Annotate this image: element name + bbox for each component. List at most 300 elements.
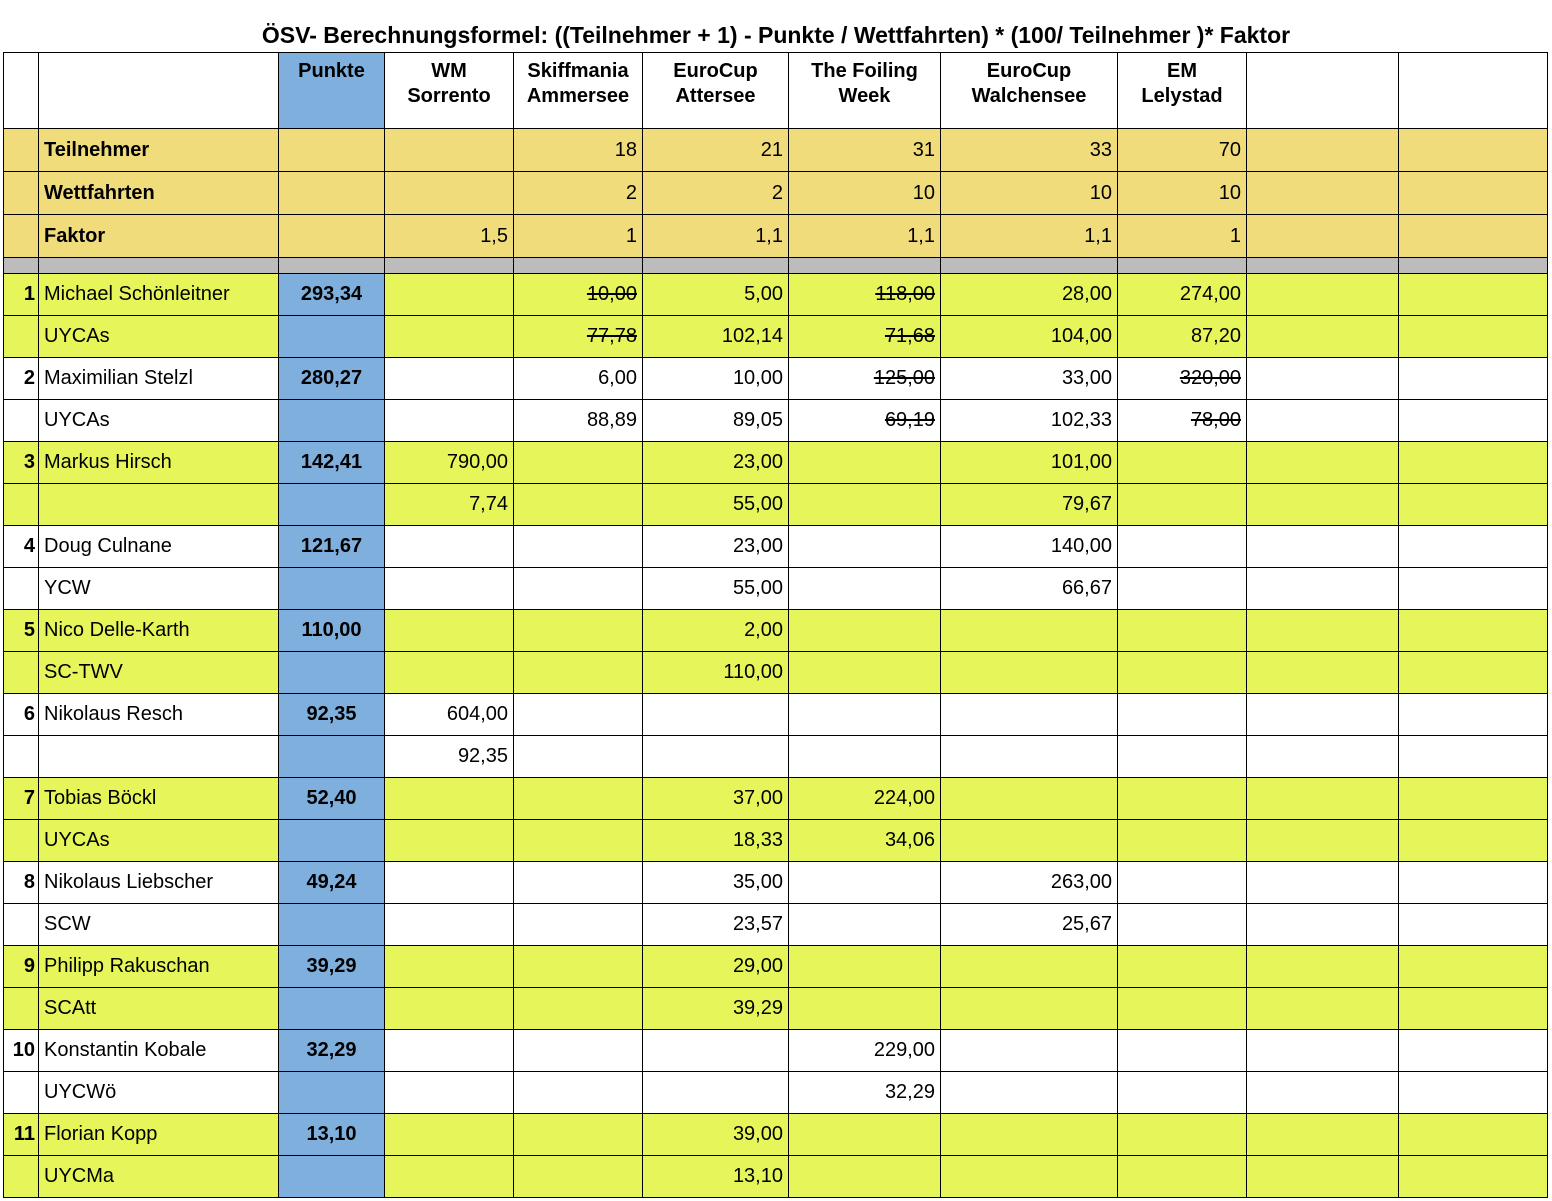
info-value[interactable]: 31 [789, 129, 941, 172]
place-points-cell[interactable] [789, 442, 941, 484]
header-event-3[interactable] [789, 53, 941, 129]
empty-cell[interactable] [1247, 610, 1399, 652]
club-name[interactable]: SCAtt [39, 988, 279, 1030]
score-cell[interactable] [1118, 400, 1247, 442]
empty-cell[interactable] [1247, 316, 1399, 358]
info-value[interactable]: 18 [514, 129, 643, 172]
score-cell[interactable]: 102,14 [643, 316, 789, 358]
info-value[interactable]: 33 [941, 129, 1118, 172]
score-cell[interactable] [941, 820, 1118, 862]
rank-cell[interactable]: 5 [4, 610, 39, 652]
empty-cell[interactable] [1247, 778, 1399, 820]
place-points-cell[interactable] [789, 862, 941, 904]
score-cell[interactable] [789, 1156, 941, 1198]
total-points[interactable] [279, 316, 385, 358]
empty-cell[interactable] [1247, 820, 1399, 862]
place-points-cell[interactable] [385, 1030, 514, 1072]
score-cell[interactable] [385, 652, 514, 694]
place-points-cell[interactable] [1118, 442, 1247, 484]
total-points[interactable]: 142,41 [279, 442, 385, 484]
place-points-cell[interactable] [941, 694, 1118, 736]
place-points-cell[interactable]: 263,00 [941, 862, 1118, 904]
empty-cell[interactable] [1399, 946, 1548, 988]
score-cell[interactable] [1118, 652, 1247, 694]
place-points-cell[interactable] [941, 1114, 1118, 1156]
place-points-cell[interactable]: 229,00 [789, 1030, 941, 1072]
empty-cell[interactable] [1247, 904, 1399, 946]
empty-cell[interactable] [1247, 1072, 1399, 1114]
score-cell[interactable] [789, 400, 941, 442]
empty-cell[interactable] [1247, 694, 1399, 736]
place-points-cell[interactable] [941, 778, 1118, 820]
empty-cell[interactable] [1399, 988, 1548, 1030]
place-points-cell[interactable]: 37,00 [643, 778, 789, 820]
score-cell[interactable] [941, 736, 1118, 778]
info-value[interactable]: 1,1 [789, 215, 941, 258]
score-cell[interactable] [385, 400, 514, 442]
place-points-cell[interactable]: 6,00 [514, 358, 643, 400]
empty-cell[interactable] [1399, 1114, 1548, 1156]
place-points-cell[interactable] [385, 274, 514, 316]
place-points-cell[interactable]: 224,00 [789, 778, 941, 820]
place-points-cell[interactable]: 23,00 [643, 526, 789, 568]
score-cell[interactable] [789, 736, 941, 778]
info-empty-cell[interactable] [1399, 215, 1548, 258]
score-cell[interactable]: 13,10 [643, 1156, 789, 1198]
total-points[interactable] [279, 988, 385, 1030]
place-points-cell[interactable] [1118, 946, 1247, 988]
total-points[interactable] [279, 568, 385, 610]
place-points-cell[interactable]: 28,00 [941, 274, 1118, 316]
empty-cell[interactable] [1399, 526, 1548, 568]
empty-cell[interactable] [1399, 736, 1548, 778]
empty-cell[interactable] [1399, 484, 1548, 526]
total-points[interactable] [279, 1072, 385, 1114]
score-cell[interactable] [1118, 904, 1247, 946]
club-name[interactable]: UYCWö [39, 1072, 279, 1114]
header-punkte[interactable]: Punkte [279, 53, 385, 129]
info-empty-cell[interactable] [1247, 215, 1399, 258]
place-points-cell[interactable] [941, 946, 1118, 988]
separator-cell[interactable] [643, 258, 789, 274]
total-points[interactable] [279, 484, 385, 526]
rank-cell[interactable]: 3 [4, 442, 39, 484]
total-points[interactable] [279, 652, 385, 694]
info-value[interactable]: 21 [643, 129, 789, 172]
score-cell[interactable]: 34,06 [789, 820, 941, 862]
total-points[interactable]: 52,40 [279, 778, 385, 820]
score-cell[interactable] [1118, 484, 1247, 526]
score-cell[interactable] [514, 1156, 643, 1198]
rank-cell[interactable]: 1 [4, 274, 39, 316]
total-points[interactable]: 32,29 [279, 1030, 385, 1072]
score-cell[interactable]: 87,20 [1118, 316, 1247, 358]
score-cell[interactable] [789, 484, 941, 526]
total-points[interactable]: 13,10 [279, 1114, 385, 1156]
empty-cell[interactable] [1399, 316, 1548, 358]
place-points-cell[interactable] [514, 862, 643, 904]
score-cell[interactable] [941, 1156, 1118, 1198]
empty-cell[interactable] [1247, 1156, 1399, 1198]
place-points-cell[interactable] [1118, 862, 1247, 904]
score-cell[interactable] [1118, 988, 1247, 1030]
total-points[interactable] [279, 400, 385, 442]
place-points-cell[interactable] [514, 274, 643, 316]
place-points-cell[interactable] [1118, 694, 1247, 736]
place-points-cell[interactable]: 23,00 [643, 442, 789, 484]
score-cell[interactable]: 102,33 [941, 400, 1118, 442]
info-value[interactable]: 1 [514, 215, 643, 258]
score-cell[interactable] [514, 568, 643, 610]
score-cell[interactable]: 55,00 [643, 484, 789, 526]
score-cell[interactable]: 92,35 [385, 736, 514, 778]
info-value[interactable]: 10 [941, 172, 1118, 215]
empty-cell[interactable] [1399, 904, 1548, 946]
score-cell[interactable] [385, 568, 514, 610]
info-value[interactable]: 1 [1118, 215, 1247, 258]
total-points[interactable]: 280,27 [279, 358, 385, 400]
rank-cell[interactable]: 4 [4, 526, 39, 568]
place-points-cell[interactable]: 790,00 [385, 442, 514, 484]
header-rank-cell[interactable] [4, 53, 39, 129]
place-points-cell[interactable] [789, 1114, 941, 1156]
header-event-1[interactable] [514, 53, 643, 129]
empty-cell[interactable] [1399, 274, 1548, 316]
empty-cell[interactable] [1399, 1156, 1548, 1198]
empty-cell[interactable] [1247, 442, 1399, 484]
info-value[interactable]: 1,1 [643, 215, 789, 258]
info-rank-cell[interactable] [4, 129, 39, 172]
place-points-cell[interactable]: 101,00 [941, 442, 1118, 484]
info-rank-cell[interactable] [4, 172, 39, 215]
place-points-cell[interactable] [643, 694, 789, 736]
score-cell[interactable]: 55,00 [643, 568, 789, 610]
rank-cell[interactable]: 6 [4, 694, 39, 736]
info-label[interactable]: Wettfahrten [39, 172, 279, 215]
score-cell[interactable] [385, 1072, 514, 1114]
rank-cell[interactable] [4, 1156, 39, 1198]
competitor-name[interactable]: Michael Schönleitner [39, 274, 279, 316]
header-empty-cell[interactable] [1399, 53, 1548, 129]
score-cell[interactable] [514, 1072, 643, 1114]
info-value[interactable] [385, 129, 514, 172]
rank-cell[interactable] [4, 568, 39, 610]
empty-cell[interactable] [1399, 400, 1548, 442]
club-name[interactable]: SC-TWV [39, 652, 279, 694]
competitor-club-row [4, 988, 1548, 1030]
empty-cell[interactable] [1399, 778, 1548, 820]
empty-cell[interactable] [1247, 568, 1399, 610]
score-cell[interactable] [385, 904, 514, 946]
info-value[interactable] [385, 172, 514, 215]
score-cell[interactable] [385, 1156, 514, 1198]
info-label[interactable]: Faktor [39, 215, 279, 258]
place-points-cell[interactable] [1118, 1114, 1247, 1156]
rank-cell[interactable] [4, 904, 39, 946]
separator-cell[interactable] [941, 258, 1118, 274]
total-points[interactable]: 110,00 [279, 610, 385, 652]
place-points-cell[interactable] [385, 946, 514, 988]
empty-cell[interactable] [1247, 652, 1399, 694]
info-punkte-cell[interactable] [279, 172, 385, 215]
place-points-cell[interactable] [1118, 358, 1247, 400]
score-cell[interactable]: 25,67 [941, 904, 1118, 946]
rank-cell[interactable] [4, 820, 39, 862]
club-name[interactable] [39, 736, 279, 778]
place-points-cell[interactable]: 39,00 [643, 1114, 789, 1156]
competitor-name[interactable]: Konstantin Kobale [39, 1030, 279, 1072]
place-points-cell[interactable] [1118, 610, 1247, 652]
place-points-cell[interactable] [514, 694, 643, 736]
header-name-cell[interactable] [39, 53, 279, 129]
place-points-cell[interactable]: 29,00 [643, 946, 789, 988]
club-name[interactable]: UYCAs [39, 400, 279, 442]
score-cell[interactable]: 79,67 [941, 484, 1118, 526]
score-cell[interactable]: 89,05 [643, 400, 789, 442]
score-cell[interactable] [643, 736, 789, 778]
info-empty-cell[interactable] [1247, 129, 1399, 172]
header-event-5[interactable] [1118, 53, 1247, 129]
place-points-cell[interactable] [789, 274, 941, 316]
score-cell[interactable] [385, 820, 514, 862]
score-cell[interactable]: 66,67 [941, 568, 1118, 610]
rank-cell[interactable] [4, 316, 39, 358]
score-cell[interactable] [1118, 820, 1247, 862]
score-cell[interactable]: 104,00 [941, 316, 1118, 358]
place-points-cell[interactable] [789, 526, 941, 568]
place-points-cell[interactable] [789, 358, 941, 400]
header-event-4[interactable] [941, 53, 1118, 129]
club-name[interactable] [39, 484, 279, 526]
separator-cell[interactable] [385, 258, 514, 274]
place-points-cell[interactable]: 604,00 [385, 694, 514, 736]
place-points-cell[interactable]: 274,00 [1118, 274, 1247, 316]
empty-cell[interactable] [1399, 610, 1548, 652]
total-points[interactable] [279, 820, 385, 862]
competitor-name[interactable]: Tobias Böckl [39, 778, 279, 820]
empty-cell[interactable] [1399, 1030, 1548, 1072]
score-cell[interactable] [1118, 568, 1247, 610]
competitor-name[interactable]: Nikolaus Resch [39, 694, 279, 736]
place-points-cell[interactable] [514, 610, 643, 652]
score-cell[interactable] [514, 652, 643, 694]
total-points[interactable] [279, 1156, 385, 1198]
separator-cell[interactable] [1399, 258, 1548, 274]
score-cell[interactable] [514, 820, 643, 862]
empty-cell[interactable] [1399, 862, 1548, 904]
rank-cell[interactable] [4, 1072, 39, 1114]
score-cell[interactable]: 7,74 [385, 484, 514, 526]
separator-cell[interactable] [1118, 258, 1247, 274]
score-cell[interactable] [514, 484, 643, 526]
score-cell[interactable] [1118, 736, 1247, 778]
empty-cell[interactable] [1247, 484, 1399, 526]
place-points-cell[interactable] [643, 1030, 789, 1072]
score-cell[interactable] [514, 316, 643, 358]
club-name[interactable]: YCW [39, 568, 279, 610]
competitor-name[interactable]: Maximilian Stelzl [39, 358, 279, 400]
place-points-cell[interactable]: 33,00 [941, 358, 1118, 400]
rank-cell[interactable] [4, 736, 39, 778]
place-points-cell[interactable] [514, 1114, 643, 1156]
place-points-cell[interactable]: 5,00 [643, 274, 789, 316]
place-points-cell[interactable] [1118, 778, 1247, 820]
info-value[interactable]: 10 [1118, 172, 1247, 215]
header-event-0[interactable] [385, 53, 514, 129]
separator-cell[interactable] [279, 258, 385, 274]
rank-cell[interactable]: 7 [4, 778, 39, 820]
place-points-cell[interactable] [1118, 1030, 1247, 1072]
score-cell[interactable] [385, 316, 514, 358]
separator-cell[interactable] [39, 258, 279, 274]
place-points-cell[interactable] [385, 1114, 514, 1156]
rank-cell[interactable] [4, 484, 39, 526]
score-cell[interactable]: 32,29 [789, 1072, 941, 1114]
score-cell[interactable] [789, 568, 941, 610]
score-cell[interactable] [789, 316, 941, 358]
score-cell[interactable]: 110,00 [643, 652, 789, 694]
empty-cell[interactable] [1247, 1114, 1399, 1156]
total-points[interactable]: 121,67 [279, 526, 385, 568]
total-points[interactable] [279, 736, 385, 778]
place-points-cell[interactable]: 140,00 [941, 526, 1118, 568]
info-punkte-cell[interactable] [279, 215, 385, 258]
competitor-name[interactable]: Doug Culnane [39, 526, 279, 568]
score-cell[interactable] [385, 988, 514, 1030]
empty-cell[interactable] [1399, 694, 1548, 736]
club-name[interactable]: UYCMa [39, 1156, 279, 1198]
club-name[interactable]: UYCAs [39, 820, 279, 862]
place-points-cell[interactable]: 35,00 [643, 862, 789, 904]
competitor-name[interactable]: Nico Delle-Karth [39, 610, 279, 652]
place-points-cell[interactable] [789, 610, 941, 652]
total-points[interactable]: 92,35 [279, 694, 385, 736]
empty-cell[interactable] [1399, 820, 1548, 862]
empty-cell[interactable] [1247, 274, 1399, 316]
place-points-cell[interactable] [1118, 526, 1247, 568]
score-cell[interactable] [1118, 1072, 1247, 1114]
info-value[interactable]: 10 [789, 172, 941, 215]
place-points-cell[interactable] [941, 610, 1118, 652]
info-label[interactable]: Teilnehmer [39, 129, 279, 172]
empty-cell[interactable] [1247, 400, 1399, 442]
competitor-name[interactable]: Florian Kopp [39, 1114, 279, 1156]
score-cell[interactable] [941, 1072, 1118, 1114]
rank-cell[interactable]: 8 [4, 862, 39, 904]
separator-cell[interactable] [4, 258, 39, 274]
separator-cell[interactable] [789, 258, 941, 274]
score-cell[interactable] [514, 988, 643, 1030]
total-points[interactable] [279, 904, 385, 946]
empty-cell[interactable] [1399, 652, 1548, 694]
empty-cell[interactable] [1247, 946, 1399, 988]
score-cell[interactable] [941, 652, 1118, 694]
empty-cell[interactable] [1247, 988, 1399, 1030]
empty-cell[interactable] [1247, 862, 1399, 904]
place-points-cell[interactable] [385, 526, 514, 568]
empty-cell[interactable] [1399, 568, 1548, 610]
empty-cell[interactable] [1247, 526, 1399, 568]
separator-cell[interactable] [1247, 258, 1399, 274]
score-cell[interactable] [514, 904, 643, 946]
empty-cell[interactable] [1399, 442, 1548, 484]
info-value[interactable]: 1,5 [385, 215, 514, 258]
separator-cell[interactable] [514, 258, 643, 274]
place-points-cell[interactable] [385, 610, 514, 652]
club-name[interactable]: SCW [39, 904, 279, 946]
rank-cell[interactable]: 2 [4, 358, 39, 400]
competitor-row [4, 358, 1548, 400]
score-cell[interactable] [941, 988, 1118, 1030]
struck-value: 77,78 [586, 325, 637, 347]
score-cell[interactable] [1118, 1156, 1247, 1198]
place-points-cell[interactable] [514, 1030, 643, 1072]
place-points-cell[interactable] [514, 526, 643, 568]
club-name[interactable]: UYCAs [39, 316, 279, 358]
rank-cell[interactable] [4, 400, 39, 442]
total-points[interactable]: 293,34 [279, 274, 385, 316]
score-cell[interactable] [789, 652, 941, 694]
total-points[interactable]: 49,24 [279, 862, 385, 904]
info-empty-cell[interactable] [1247, 172, 1399, 215]
score-cell[interactable] [789, 988, 941, 1030]
place-points-cell[interactable]: 10,00 [643, 358, 789, 400]
info-value[interactable]: 2 [643, 172, 789, 215]
info-rank-cell[interactable] [4, 215, 39, 258]
place-points-cell[interactable] [789, 946, 941, 988]
empty-cell[interactable] [1247, 358, 1399, 400]
score-cell[interactable] [643, 1072, 789, 1114]
rank-cell[interactable]: 10 [4, 1030, 39, 1072]
info-value[interactable]: 70 [1118, 129, 1247, 172]
header-empty-cell[interactable] [1247, 53, 1399, 129]
competitor-name[interactable]: Philipp Rakuschan [39, 946, 279, 988]
score-cell[interactable] [789, 904, 941, 946]
place-points-cell[interactable] [385, 358, 514, 400]
empty-cell[interactable] [1399, 1072, 1548, 1114]
empty-cell[interactable] [1247, 736, 1399, 778]
rank-cell[interactable] [4, 652, 39, 694]
info-empty-cell[interactable] [1399, 172, 1548, 215]
info-value[interactable]: 2 [514, 172, 643, 215]
total-points[interactable]: 39,29 [279, 946, 385, 988]
empty-cell[interactable] [1247, 1030, 1399, 1072]
info-empty-cell[interactable] [1399, 129, 1548, 172]
empty-cell[interactable] [1399, 358, 1548, 400]
place-points-cell[interactable]: 2,00 [643, 610, 789, 652]
place-points-cell[interactable] [514, 778, 643, 820]
place-points-cell[interactable] [941, 1030, 1118, 1072]
score-cell[interactable]: 88,89 [514, 400, 643, 442]
competitor-name[interactable]: Nikolaus Liebscher [39, 862, 279, 904]
rank-cell[interactable] [4, 988, 39, 1030]
header-event-2[interactable] [643, 53, 789, 129]
place-points-cell[interactable] [789, 694, 941, 736]
place-points-cell[interactable] [385, 778, 514, 820]
rank-cell[interactable]: 9 [4, 946, 39, 988]
competitor-name[interactable]: Markus Hirsch [39, 442, 279, 484]
score-cell[interactable]: 39,29 [643, 988, 789, 1030]
place-points-cell[interactable] [514, 442, 643, 484]
score-cell[interactable]: 23,57 [643, 904, 789, 946]
place-points-cell[interactable] [385, 862, 514, 904]
place-points-cell[interactable] [514, 946, 643, 988]
info-punkte-cell[interactable] [279, 129, 385, 172]
info-value[interactable]: 1,1 [941, 215, 1118, 258]
score-cell[interactable]: 18,33 [643, 820, 789, 862]
score-cell[interactable] [514, 736, 643, 778]
rank-cell[interactable]: 11 [4, 1114, 39, 1156]
